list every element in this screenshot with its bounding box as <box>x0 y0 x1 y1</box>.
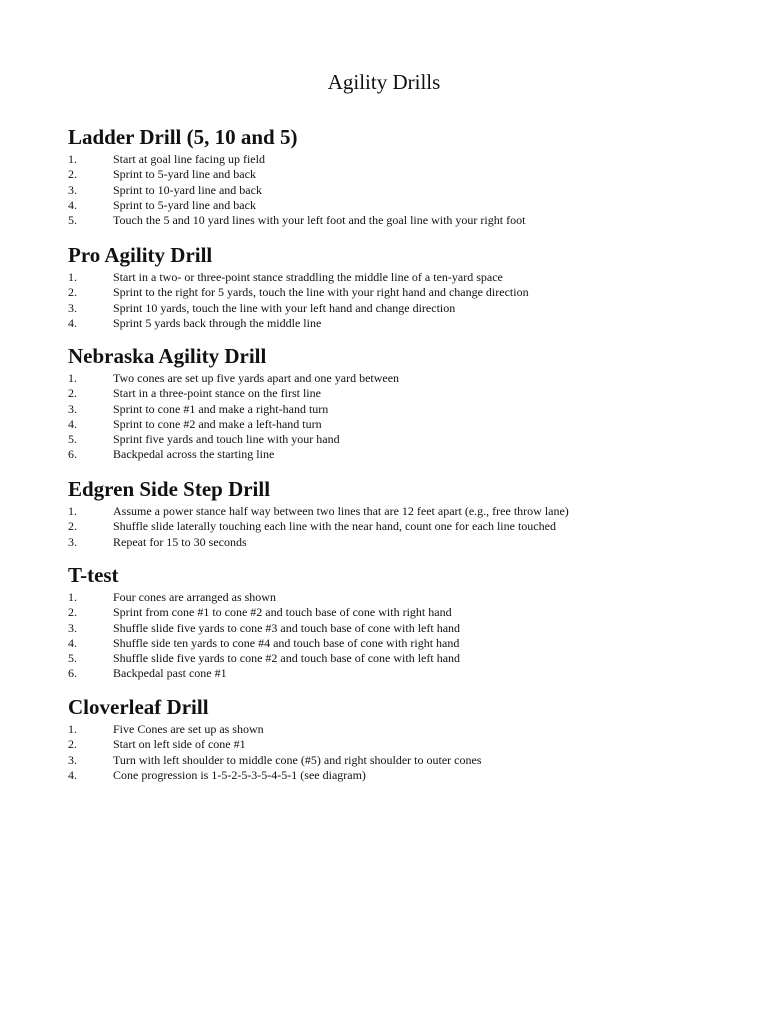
step-list <box>68 590 728 682</box>
step-item <box>68 402 728 417</box>
step-text: Sprint to 5-yard line and back <box>113 197 256 212</box>
step-text: Sprint 10 yards, touch the line with your left hand and change direction <box>113 300 456 315</box>
step-number: 2. <box>68 737 77 752</box>
step-item <box>68 447 728 462</box>
step-text: Backpedal past cone #1 <box>113 666 227 681</box>
step-list <box>68 722 728 783</box>
step-number: 4. <box>68 197 77 212</box>
section-heading: Ladder Drill (5, 10 and 5) <box>68 125 298 149</box>
drill-section <box>68 694 728 783</box>
step-item <box>68 432 728 447</box>
step-item <box>68 285 728 300</box>
step-text: Sprint from cone #1 to cone #2 and touch base of cone with right hand <box>113 605 452 620</box>
step-text: Turn with left shoulder to middle cone (#5) and right shoulder to outer cones <box>113 752 482 767</box>
step-item <box>68 316 728 331</box>
step-text: Sprint 5 yards back through the middle line <box>113 315 322 330</box>
step-number: 5. <box>68 213 77 228</box>
step-item <box>68 417 728 432</box>
step-number: 1. <box>68 504 77 518</box>
step-text: Five Cones are set up as shown <box>113 722 264 736</box>
step-number: 5. <box>68 432 77 447</box>
document-title: Agility Drills <box>327 70 441 94</box>
step-number: 4. <box>68 635 77 650</box>
step-item <box>68 371 728 386</box>
step-item <box>68 636 728 651</box>
step-text: Shuffle slide five yards to cone #3 and touch base of cone with left hand <box>113 620 461 635</box>
drill-section <box>68 562 728 682</box>
step-item <box>68 167 728 182</box>
step-item <box>68 768 728 783</box>
step-item <box>68 605 728 620</box>
step-text: Cone progression is 1-5-2-5-3-5-4-5-1 (see diagram) <box>113 767 366 782</box>
step-text: Sprint to the right for 5 yards, touch the line with your right hand and change direction <box>113 285 529 300</box>
step-number: 2. <box>68 519 77 534</box>
drill-section <box>68 343 728 463</box>
step-text: Start in a three-point stance on the first line <box>113 386 321 401</box>
step-number: 2. <box>68 167 77 182</box>
step-text: Two cones are set up five yards apart and one yard between <box>113 371 400 385</box>
section-heading: Pro Agility Drill <box>68 243 213 267</box>
step-text: Shuffle side ten yards to cone #4 and touch base of cone with right hand <box>113 635 460 650</box>
step-text: Assume a power stance half way between two lines that are 12 feet apart (e.g., free throw lane) <box>113 504 569 518</box>
step-number: 5. <box>68 651 77 666</box>
step-number: 6. <box>68 666 77 681</box>
step-number: 3. <box>68 752 77 767</box>
step-text: Repeat for 15 to 30 seconds <box>113 534 247 549</box>
step-item <box>68 386 728 401</box>
section-heading: Cloverleaf Drill <box>68 695 209 719</box>
step-text: Touch the 5 and 10 yard lines with your left foot and the goal line with your right foot <box>113 213 526 228</box>
step-item <box>68 621 728 636</box>
step-number: 1. <box>68 270 77 284</box>
step-number: 2. <box>68 605 77 620</box>
step-item <box>68 651 728 666</box>
step-item <box>68 301 728 316</box>
section-heading: Edgren Side Step Drill <box>68 477 271 501</box>
step-number: 1. <box>68 722 77 736</box>
step-text: Sprint to 10-yard line and back <box>113 182 262 197</box>
step-number: 4. <box>68 767 77 782</box>
step-item <box>68 753 728 768</box>
step-number: 3. <box>68 182 77 197</box>
step-number: 3. <box>68 401 77 416</box>
step-text: Start in a two- or three-point stance straddling the middle line of a ten-yard space <box>113 270 503 284</box>
step-text: Sprint five yards and touch line with your hand <box>113 432 340 447</box>
step-item <box>68 737 728 752</box>
step-text: Sprint to cone #2 and make a left-hand turn <box>113 416 322 431</box>
step-list <box>68 504 728 550</box>
step-number: 6. <box>68 447 77 462</box>
step-item <box>68 504 728 519</box>
step-number: 2. <box>68 386 77 401</box>
step-number: 3. <box>68 620 77 635</box>
step-text: Four cones are arranged as shown <box>113 590 276 604</box>
step-item <box>68 519 728 534</box>
step-number: 1. <box>68 152 77 166</box>
step-text: Backpedal across the starting line <box>113 447 275 462</box>
step-item <box>68 270 728 285</box>
section-heading: Nebraska Agility Drill <box>68 344 267 368</box>
step-list <box>68 371 728 463</box>
drill-section <box>68 242 728 331</box>
step-number: 3. <box>68 300 77 315</box>
step-list <box>68 270 728 331</box>
step-item <box>68 152 728 167</box>
step-item <box>68 722 728 737</box>
step-number: 1. <box>68 371 77 385</box>
step-number: 1. <box>68 590 77 604</box>
step-text: Shuffle slide laterally touching each line with the near hand, count one for each line touched <box>113 519 556 534</box>
step-text: Sprint to 5-yard line and back <box>113 167 256 182</box>
step-text: Start on left side of cone #1 <box>113 737 246 752</box>
step-item <box>68 590 728 605</box>
step-number: 2. <box>68 285 77 300</box>
step-number: 4. <box>68 315 77 330</box>
step-item <box>68 213 728 228</box>
drill-section <box>68 124 728 228</box>
section-heading: T-test <box>68 563 119 587</box>
step-item <box>68 198 728 213</box>
step-text: Sprint to cone #1 and make a right-hand turn <box>113 401 329 416</box>
step-item <box>68 666 728 681</box>
step-number: 3. <box>68 534 77 549</box>
step-text: Start at goal line facing up field <box>113 152 265 166</box>
drill-section <box>68 476 728 550</box>
step-item <box>68 183 728 198</box>
step-item <box>68 535 728 550</box>
step-list <box>68 152 728 228</box>
step-text: Shuffle slide five yards to cone #2 and touch base of cone with left hand <box>113 651 461 666</box>
step-number: 4. <box>68 416 77 431</box>
